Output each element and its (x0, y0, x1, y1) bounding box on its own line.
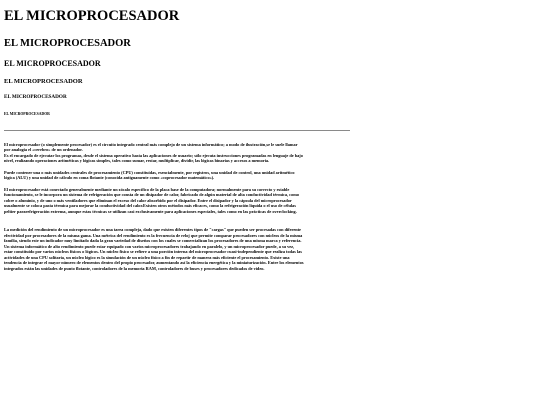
heading-level-5: EL MICROPROCESADOR (4, 94, 67, 101)
heading-level-3: EL MICROPROCESADOR (4, 58, 101, 68)
paragraph-function: Es el encargado de ejecutar los programas, desde el sistema operativo hasta las aplicaciones de usuario; sólo ejecuta instrucciones programadas en lenguaje de bajo nivel, realizando operaciones aritméticas y lógicas simples, tales como sumar, restar, multiplicar, dividir, las lógicas binarias y accesos a memoria. (4, 152, 303, 164)
paragraph-components: Puede contener una o más unidades centrales de procesamiento (CPU) constituidas, esencialmente, por registros, una unidad de control, una unidad aritmético lógica (ALU) y una unidad de cálculo en coma flotante (conocida antiguamente como «coprocesador matemático»). (4, 169, 295, 181)
paragraph-cooling: El microprocesador está conectado generalmente mediante un zócalo específico de la placa base de la computadora; normalmente para su correcto y estable funcionamiento, se le incorpora un sistema de refrigeración que consta de un disipador de calor, fabricado de algún material de alta conductividad térmica, como cobre o aluminio, y de uno o más ventiladores que eliminan el exceso del calor absorbido por el disipador. Entre el disipador y la cápsula del microprocesador usualmente se coloca pasta térmica para mejorar la conductividad del calor.Existen otros métodos más eficaces, como la refrigeración líquida o el uso de células peltier pararefrigeración extrema, aunque estas técnicas se utilizan casi exclusivamente para aplicaciones especiales, tales como en las prácticas de overclocking. (4, 186, 299, 214)
article-body (4, 142, 304, 272)
heading-level-2: EL MICROPROCESADOR (4, 37, 131, 49)
paragraph-definition: El microprocesador (o simplemente procesador) es el circuito integrado central más complejo de un sistema informático; a modo de ilustración,se le suele llamar por analogía el «cerebro» de un ordenador. (4, 141, 298, 153)
horizontal-rule (4, 130, 350, 131)
heading-level-6: EL MICROPROCESADOR (4, 112, 50, 117)
heading-level-1: EL MICROPROCESADOR (4, 8, 180, 24)
paragraph-performance: La medición del rendimiento de un microprocesador es una tarea compleja, dado que existen diferentes tipos de "cargas" que pueden ser procesadas con diferente efectividad por procesadores de la misma gama. Una métrica del rendimiento es la frecuencia de reloj que permite comparar procesadores con núcleos de la misma familia, siendo este un indicador muy limitado dada la gran variedad de diseños con los cuales se comercializan los procesadores de una misma marca y referencia. Un sistema informático de alto rendimiento puede estar equipado con varios microprocesadores trabajando en paralelo, y un microprocesador puede, a su vez, estar constituido por varios núcleos físicos o lógicos. Un núcleo físico se refiere a una porción interna del microprocesador cuasi-independiente que realiza todas las actividades de una CPU solitaria, un núcleo lógico es la simulación de un núcleo físico a fin de repartir de manera más eficiente el procesamiento. Existe una tendencia de integrar el mayor número de elementos dentro del propio procesador, aumentando así la eficiencia energética y la miniaturización. Entre los elementos integrados están las unidades de punto flotante, controladores de la memoria RAM, controladores de buses y procesadores dedicados de vídeo. (4, 227, 304, 271)
heading-level-4: EL MICROPROCESADOR (4, 77, 83, 85)
